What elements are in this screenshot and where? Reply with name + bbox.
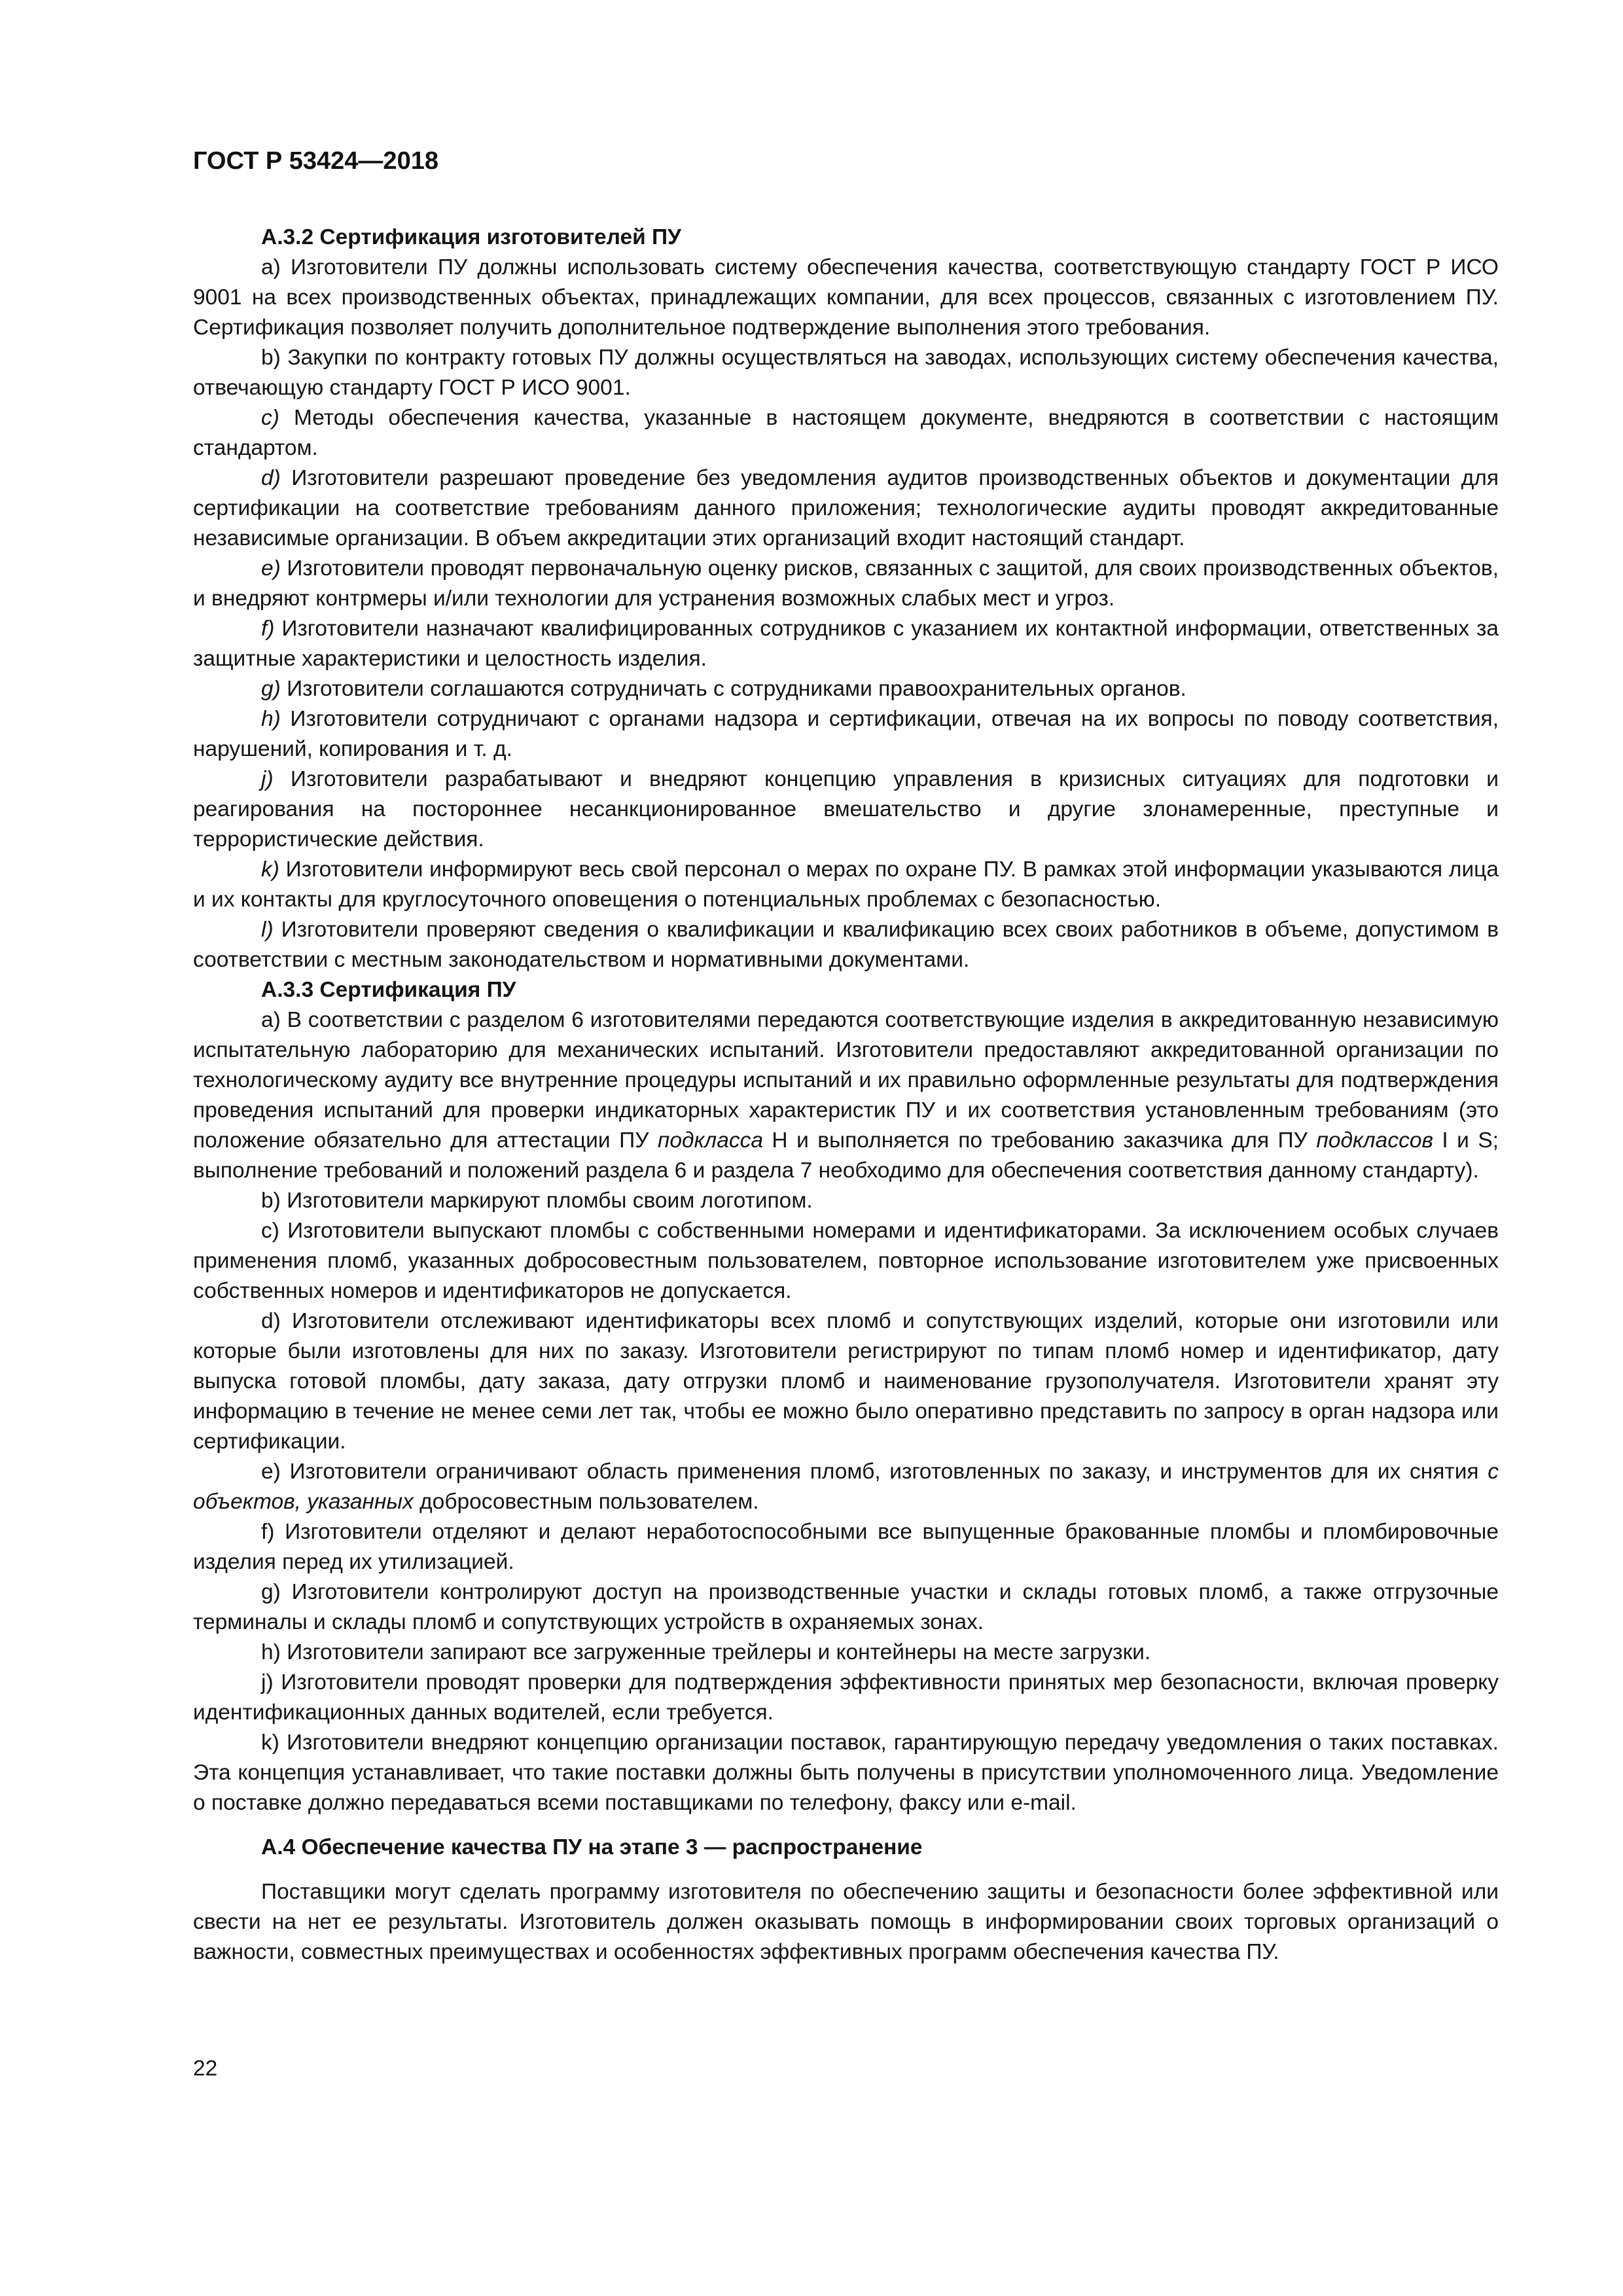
a4-paragraph: Поставщики могут сделать программу изготовителя по обеспечению защиты и безопасности более эффективной или свести на нет ее результаты. Изготовитель должен оказывать помощь в информировании своих торговых организаций о важности, совместных преимуществах и особенностях эффективных программ обеспечения качества ПУ. <box>193 1880 1499 1964</box>
a32-item-e <box>193 554 1499 614</box>
item-letter: e) <box>261 556 281 581</box>
a33-item-d: d) Изготовители отслеживают идентификаторы всех пломб и сопутствующих изделий, которые они изготовили или которые были изготовлены для них по заказу. Изготовители регистрируют по типам пломб номер и идентификатор, дату выпуска готовой пломбы, дату заказа, дату отгрузки пломб и наименование грузополучателя. Изготовители хранят эту информацию в течение не менее семи лет так, чтобы ее можно было оперативно представить по запросу в орган надзора или сертификации. <box>193 1309 1499 1454</box>
item-letter: l) <box>261 918 274 942</box>
item-text: Изготовители проводят первоначальную оценку рисков, связанных с защитой, для своих производственных объектов, и внедряют контрмеры и/или технологии для устранения возможных слабых мест и угроз. <box>193 556 1499 611</box>
a33-item-b: b) Изготовители маркируют пломбы своим логотипом. <box>261 1189 813 1213</box>
a33-item-e <box>193 1457 1499 1517</box>
a32-item-j <box>193 764 1499 855</box>
item-text: Изготовители соглашаются сотрудничать с сотрудниками правоохранительных органов. <box>280 677 1186 701</box>
a32-item-a <box>193 253 1499 343</box>
italic-run: с объектов, указанных <box>193 1460 1499 1514</box>
item-letter: k) <box>261 857 279 882</box>
item-text: Закупки по контракту готовых ПУ должны осуществляться на заводах, использующих систему обеспечения качества, отвечающую стандарту ГОСТ Р ИСО 9001. <box>193 346 1499 400</box>
a33-item-c: c) Изготовители выпускают пломбы с собственными номерами и идентификаторами. За исключением особых случаев применения пломб, указанных добросовестным пользователем, повторное использование изготовителем уже присвоенных собственных номеров и идентификаторов не допускается. <box>193 1219 1499 1303</box>
italic-run: подклассов <box>1316 1128 1433 1153</box>
page-content <box>193 223 1499 1967</box>
a33-item-a <box>193 1005 1499 1186</box>
item-letter: c) <box>261 406 279 430</box>
item-text: Изготовители проверяют сведения о квалификации и квалификацию всех своих работников в объеме, допустимом в соответствии с местным законодательством и нормативными документами. <box>193 918 1499 972</box>
item-letter: b) <box>261 346 281 370</box>
a33-item-k: k) Изготовители внедряют концепцию организации поставок, гарантирующую передачу уведомления о таких поставках. Эта концепция устанавливает, что такие поставки должны быть получены в присутствии уполномоченного лица. Уведомление о поставке должно передаваться всеми поставщиками по телефону, факсу или e-mail. <box>193 1731 1499 1815</box>
text-run: а) В соответствии с разделом 6 изготовителями передаются соответствующие изделия в аккредитованную независимую испытательную лабораторию для механических испытаний. Изготовители предоставляют аккредитованной организации по технологическому аудиту все внутренние процедуры испытаний и их правильно оформленные результаты для подтверждения проведения испытаний для проверки индикаторных характеристик ПУ и их соответствия установленным требованиям (это положение обязательно для аттестации ПУ <box>193 1008 1499 1153</box>
a33-item-h: h) Изготовители запирают все загруженные трейлеры и контейнеры на месте загрузки. <box>261 1640 1151 1664</box>
item-text: Изготовители информируют весь свой персонал о мерах по охране ПУ. В рамках этой информации указываются лица и их контакты для круглосуточного оповещения о потенциальных проблемах с безопасностью. <box>193 857 1499 912</box>
a32-item-k <box>193 855 1499 915</box>
item-text: Изготовители сотрудничают с органами надзора и сертификации, отвечая на их вопросы по поводу соответствия, нарушений, копирования и т. д. <box>193 707 1499 761</box>
a33-item-j: j) Изготовители проводят проверки для подтверждения эффективности принятых мер безопасности, включая проверку идентификационных данных водителей, если требуется. <box>193 1670 1499 1725</box>
item-letter: g) <box>261 677 281 701</box>
section-title-a4: А.4 Обеспечение качества ПУ на этапе 3 — распространение <box>261 1835 923 1859</box>
item-text: Методы обеспечения качества, указанные в настоящем документе, внедряются в соответствии с настоящим стандартом. <box>193 406 1499 460</box>
item-letter: j) <box>261 767 274 791</box>
item-text: Изготовители ПУ должны использовать систему обеспечения качества, соответствующую стандарту ГОСТ Р ИСО 9001 на всех производственных объектах, принадлежащих компании, для всех процессов, связанных с изготовлением ПУ. Сертификация позволяет получить дополнительное подтверждение выполнения этого требования. <box>193 255 1499 340</box>
a32-item-f <box>193 614 1499 674</box>
a32-item-l <box>193 915 1499 975</box>
section-title-a33: А.3.3 Сертификация ПУ <box>261 978 516 1002</box>
text-run: е) Изготовители ограничивают область применения пломб, изготовленных по заказу, и инструментов для их снятия <box>261 1460 1488 1484</box>
a33-item-g: g) Изготовители контролируют доступ на производственные участки и склады готовых пломб, а также отгрузочные терминалы и склады пломб и сопутствующих устройств в охраняемых зонах. <box>193 1580 1499 1634</box>
a32-item-d <box>193 463 1499 554</box>
item-letter: h) <box>261 707 281 731</box>
italic-run: подкласса <box>657 1128 763 1153</box>
item-text: Изготовители разрешают проведение без уведомления аудитов производственных объектов и документации для сертификации на соответствие требованиям данного приложения; технологические аудиты проводят аккредитованные независимые организации. В объем аккредитации этих организаций входит настоящий стандарт. <box>193 466 1499 550</box>
a32-item-b <box>193 343 1499 403</box>
a32-item-h <box>193 704 1499 764</box>
item-letter: a) <box>261 255 281 279</box>
page-number: 22 <box>193 2056 218 2081</box>
text-run: I и S; выполнение требований и положений раздела 6 и раздела 7 необходимо для обеспечения соответствия данному стандарту). <box>193 1128 1499 1183</box>
text-run: Н и выполняется по требованию заказчика для ПУ <box>762 1128 1317 1153</box>
section-title-a32: А.3.2 Сертификация изготовителей ПУ <box>261 225 681 249</box>
a32-item-c <box>193 403 1499 463</box>
item-letter: f) <box>261 617 275 641</box>
a33-item-f: f) Изготовители отделяют и делают неработоспособными все выпущенные бракованные пломбы и пломбировочные изделия перед их утилизацией. <box>193 1520 1499 1574</box>
page-header-doc-code: ГОСТ Р 53424—2018 <box>193 147 438 175</box>
a32-item-g <box>193 674 1499 704</box>
text-run: добросовестным пользователем. <box>413 1490 759 1514</box>
item-text: Изготовители назначают квалифицированных сотрудников с указанием их контактной информации, ответственных за защитные характеристики и целостность изделия. <box>193 617 1499 671</box>
item-letter: d) <box>261 466 281 490</box>
item-text: Изготовители разрабатывают и внедряют концепцию управления в кризисных ситуациях для подготовки и реагирования на постороннее несанкционированное вмешательство и другие злонамеренные, преступные и террористические действия. <box>193 767 1499 852</box>
